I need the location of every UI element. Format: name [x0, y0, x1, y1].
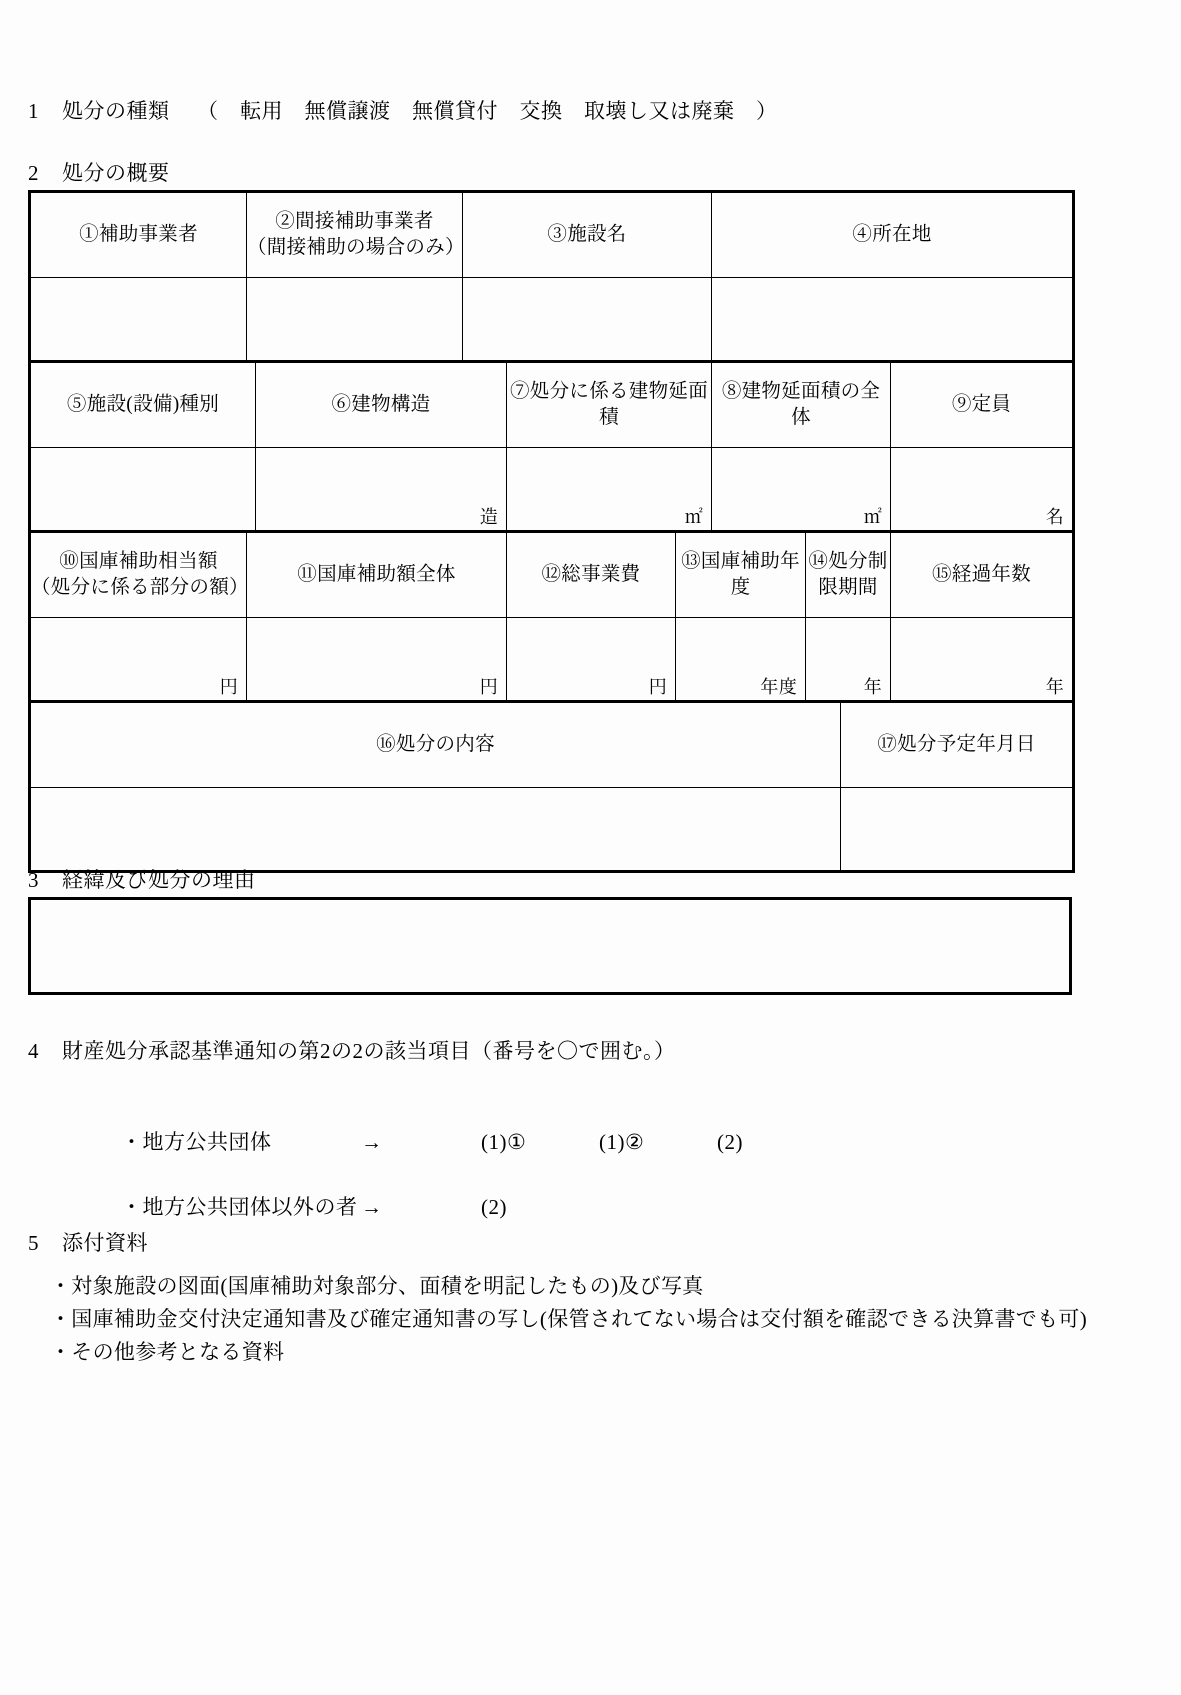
- reason-textarea[interactable]: [28, 897, 1072, 995]
- section-1-heading: [28, 101, 170, 122]
- section-2-number: 2: [28, 161, 39, 185]
- table-row: [30, 702, 1074, 788]
- section-1-options[interactable]: （ 転用 無償譲渡 無償貸付 交換 取壊し又は廃棄 ）: [197, 99, 778, 123]
- section-3-heading: [28, 870, 256, 891]
- section-3-title: 経緯及び処分の理由: [62, 868, 256, 892]
- header-cell-10: [30, 532, 247, 618]
- header-sublabel: （処分に係る部分の額）: [31, 577, 249, 598]
- section-5-heading: [28, 1233, 148, 1254]
- section-5-title: 添付資料: [62, 1231, 148, 1255]
- value-cell-8[interactable]: [712, 448, 891, 532]
- header-cell-5: [30, 362, 256, 448]
- value-cell-13[interactable]: [676, 618, 806, 702]
- value-cell-7[interactable]: [507, 448, 712, 532]
- value-cell-11[interactable]: [247, 618, 507, 702]
- value-cell-2[interactable]: [247, 278, 463, 362]
- header-label: ④所在地: [852, 224, 932, 246]
- value-cell-6[interactable]: [256, 448, 507, 532]
- s4-row-label: ・地方公共団体: [121, 1130, 272, 1154]
- table-row: [30, 278, 1074, 362]
- unit-label: 年: [863, 677, 883, 697]
- s4-option-2[interactable]: (2): [717, 1130, 743, 1154]
- header-label: ⑫総事業費: [541, 564, 641, 586]
- header-label: ⑥建物構造: [331, 394, 431, 416]
- attachment-item-3: ・その他参考となる資料: [50, 1340, 285, 1364]
- table-row: [30, 448, 1074, 532]
- value-cell-17[interactable]: [841, 788, 1074, 872]
- header-cell-8: [712, 362, 891, 448]
- unit-label: 円: [648, 677, 667, 697]
- header-cell-11: [247, 532, 507, 618]
- table-row: [30, 788, 1074, 872]
- section-4-number: 4: [28, 1039, 39, 1063]
- header-cell-13: [676, 532, 806, 618]
- header-label: ⑭処分制限期間: [808, 551, 888, 598]
- value-cell-10[interactable]: [30, 618, 247, 702]
- table-row: [30, 192, 1074, 278]
- attachment-item-2: ・国庫補助金交付決定通知書及び確定通知書の写し(保管されてない場合は交付額を確認できる決算書でも可): [50, 1307, 1087, 1331]
- header-cell-16: [30, 702, 841, 788]
- s4-option-2[interactable]: (2): [481, 1195, 507, 1219]
- section-2-title: 処分の概要: [62, 161, 170, 185]
- header-cell-14: [806, 532, 891, 618]
- table-row: [30, 618, 1074, 702]
- header-cell-17: [841, 702, 1074, 788]
- arrow-icon: →: [361, 1195, 383, 1219]
- unit-label: 円: [479, 677, 498, 697]
- header-label: ⑮経過年数: [932, 564, 1032, 586]
- header-cell-12: [507, 532, 676, 618]
- unit-label: ㎡: [684, 507, 704, 527]
- value-cell-3[interactable]: [463, 278, 712, 362]
- section-4-title: 財産処分承認基準通知の第2の2の該当項目（番号を〇で囲む。）: [62, 1039, 676, 1063]
- header-cell-7: [507, 362, 712, 448]
- header-label: ⑪国庫補助額全体: [297, 564, 456, 586]
- header-label: ⑬国庫補助年度: [681, 551, 800, 598]
- header-sublabel: （間接補助の場合のみ）: [247, 237, 465, 258]
- table-row: [30, 532, 1074, 618]
- s4-row-label: ・地方公共団体以外の者: [121, 1195, 358, 1219]
- value-cell-14[interactable]: [806, 618, 891, 702]
- disposal-summary-table: [28, 190, 1075, 873]
- header-cell-15: [891, 532, 1074, 618]
- attachment-item-1: ・対象施設の図面(国庫補助対象部分、面積を明記したもの)及び写真: [50, 1274, 704, 1298]
- table-row: [30, 362, 1074, 448]
- header-label: ⑦処分に係る建物延面積: [510, 381, 709, 428]
- section-1-number: 1: [28, 99, 39, 123]
- section-2-heading: [28, 163, 170, 184]
- header-cell-2: [247, 192, 463, 278]
- header-cell-3: [463, 192, 712, 278]
- unit-label: 年: [1045, 677, 1065, 697]
- header-label: ③施設名: [547, 224, 627, 246]
- unit-label: 名: [1045, 507, 1065, 527]
- header-label: ⑯処分の内容: [376, 734, 495, 756]
- header-cell-9: [891, 362, 1074, 448]
- header-label: ②間接補助事業者: [275, 211, 434, 233]
- header-label: ⑰処分予定年月日: [877, 734, 1036, 756]
- s4-option-1-1[interactable]: (1)①: [481, 1130, 527, 1154]
- unit-label: 年度: [760, 677, 798, 697]
- unit-label: 円: [219, 677, 238, 697]
- header-cell-6: [256, 362, 507, 448]
- value-cell-12[interactable]: [507, 618, 676, 702]
- value-cell-1[interactable]: [30, 278, 247, 362]
- header-label: ⑤施設(設備)種別: [66, 394, 220, 416]
- header-label: ①補助事業者: [79, 224, 198, 246]
- value-cell-4[interactable]: [712, 278, 1074, 362]
- section-5-number: 5: [28, 1231, 39, 1255]
- value-cell-9[interactable]: [891, 448, 1074, 532]
- value-cell-15[interactable]: [891, 618, 1074, 702]
- unit-label: 造: [479, 507, 498, 527]
- header-label: ⑧建物延面積の全体: [721, 381, 881, 428]
- header-cell-1: [30, 192, 247, 278]
- value-cell-16[interactable]: [30, 788, 841, 872]
- arrow-icon: →: [361, 1130, 383, 1154]
- header-label: ⑩国庫補助相当額: [59, 551, 218, 573]
- section-4-heading: [28, 1041, 676, 1062]
- header-label: ⑨定員: [951, 394, 1012, 416]
- section-1-title: 処分の種類: [62, 99, 170, 123]
- section-3-number: 3: [28, 868, 39, 892]
- unit-label: ㎡: [863, 507, 883, 527]
- s4-option-1-2[interactable]: (1)②: [599, 1130, 645, 1154]
- value-cell-5[interactable]: [30, 448, 256, 532]
- section-4-row-non-local-government: [98, 1166, 599, 1246]
- header-cell-4: [712, 192, 1074, 278]
